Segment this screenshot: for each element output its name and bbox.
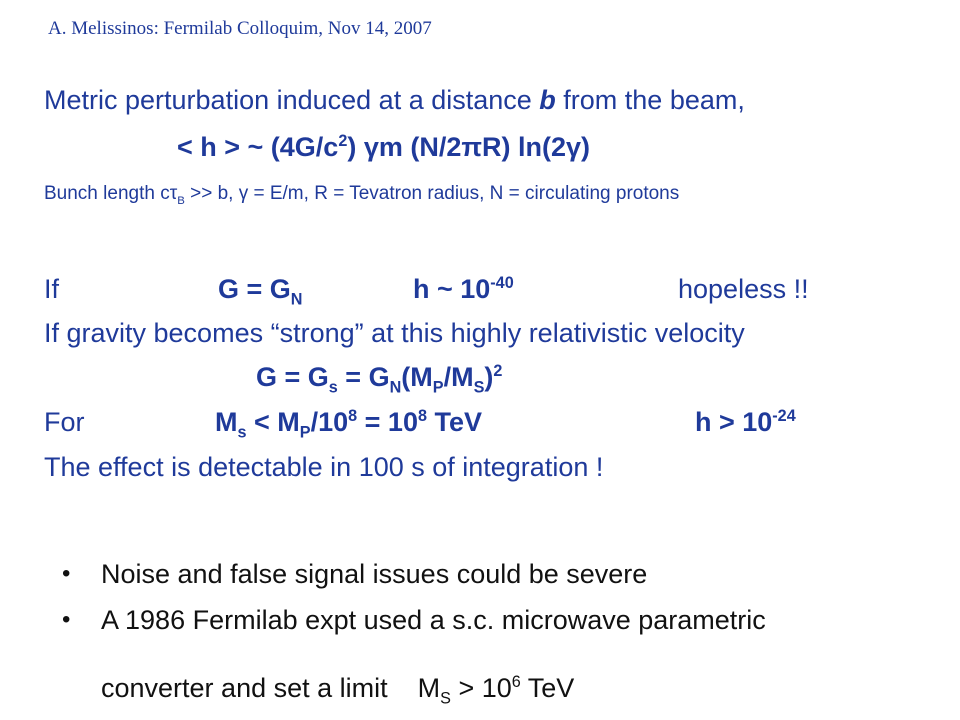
ms-4: = 10 (357, 407, 418, 437)
fg-2: = G (337, 362, 390, 392)
fg-5: ) (484, 362, 494, 392)
for-label: For (44, 407, 85, 437)
if-label: If (44, 274, 60, 304)
ms-condition (215, 406, 482, 442)
bunch-sub: B (177, 194, 185, 207)
b2-mid: > 10 (450, 673, 512, 703)
formula-h-part1: < h > ~ (4G/c (177, 132, 339, 162)
formula-h (177, 131, 590, 163)
ms-s2: P (299, 423, 311, 442)
fg-s3: P (432, 378, 444, 397)
bunch-length-line (44, 183, 679, 205)
ms-s1: s (237, 423, 247, 442)
metric-text: Metric perturbation induced at a distance (44, 85, 540, 115)
formula-h-part2: ) γm (N/2πR) ln(2γ) (347, 132, 591, 162)
h-pre: h ~ 10 (413, 274, 491, 304)
bullet-2-line2 (101, 640, 575, 708)
bunch-part1: Bunch length cτ (44, 183, 178, 204)
ms-1: M (215, 407, 238, 437)
ms-5: TeV (426, 407, 482, 437)
metric-var-b: b (539, 85, 556, 115)
h-estimate (413, 273, 514, 305)
fg-sup: 2 (493, 362, 503, 380)
b2-sub: S (440, 689, 451, 708)
ms-2: < M (246, 407, 300, 437)
bullet-1: Noise and false signal issues could be severe (101, 559, 648, 589)
bullet-2-line1: A 1986 Fermilab expt used a s.c. microwave parametric (101, 605, 766, 635)
ms-sup2: 8 (417, 407, 427, 425)
fg-s4: S (473, 378, 485, 397)
ms-sup1: 8 (348, 407, 358, 425)
formula-h-sup: 2 (338, 132, 348, 150)
h-bound (695, 406, 796, 438)
fg-s1: s (328, 378, 338, 397)
fg-3: (M (401, 362, 433, 392)
g-equals-gn (218, 273, 303, 309)
bunch-part2: >> b, γ = E/m, R = Tevatron radius, N = circulating protons (184, 183, 680, 204)
slide-header: A. Melissinos: Fermilab Colloquim, Nov 14, 2007 (48, 18, 432, 39)
ms-3: /10 (310, 407, 349, 437)
g-pre: G = G (218, 274, 291, 304)
gravity-line: If gravity becomes “strong” at this highly relativistic velocity (44, 318, 745, 348)
metric-line (44, 84, 745, 116)
b2-sup: 6 (511, 673, 521, 691)
fg-s2: N (389, 378, 402, 397)
bullet-dot-1: • (62, 560, 71, 587)
formula-g (256, 361, 503, 397)
effect-line: The effect is detectable in 100 s of integration ! (44, 452, 604, 482)
b2-pre: converter and set a limit M (101, 673, 441, 703)
bullet-dot-2: • (62, 606, 71, 633)
hopeless-text: hopeless !! (678, 274, 809, 304)
h-sup: -40 (490, 274, 514, 292)
hb-sup: -24 (772, 407, 796, 425)
fg-1: G = G (256, 362, 329, 392)
hb-pre: h > 10 (695, 407, 773, 437)
b2-post: TeV (520, 673, 575, 703)
metric-text-end: from the beam, (555, 85, 745, 115)
fg-4: /M (443, 362, 474, 392)
g-sub: N (290, 290, 303, 309)
